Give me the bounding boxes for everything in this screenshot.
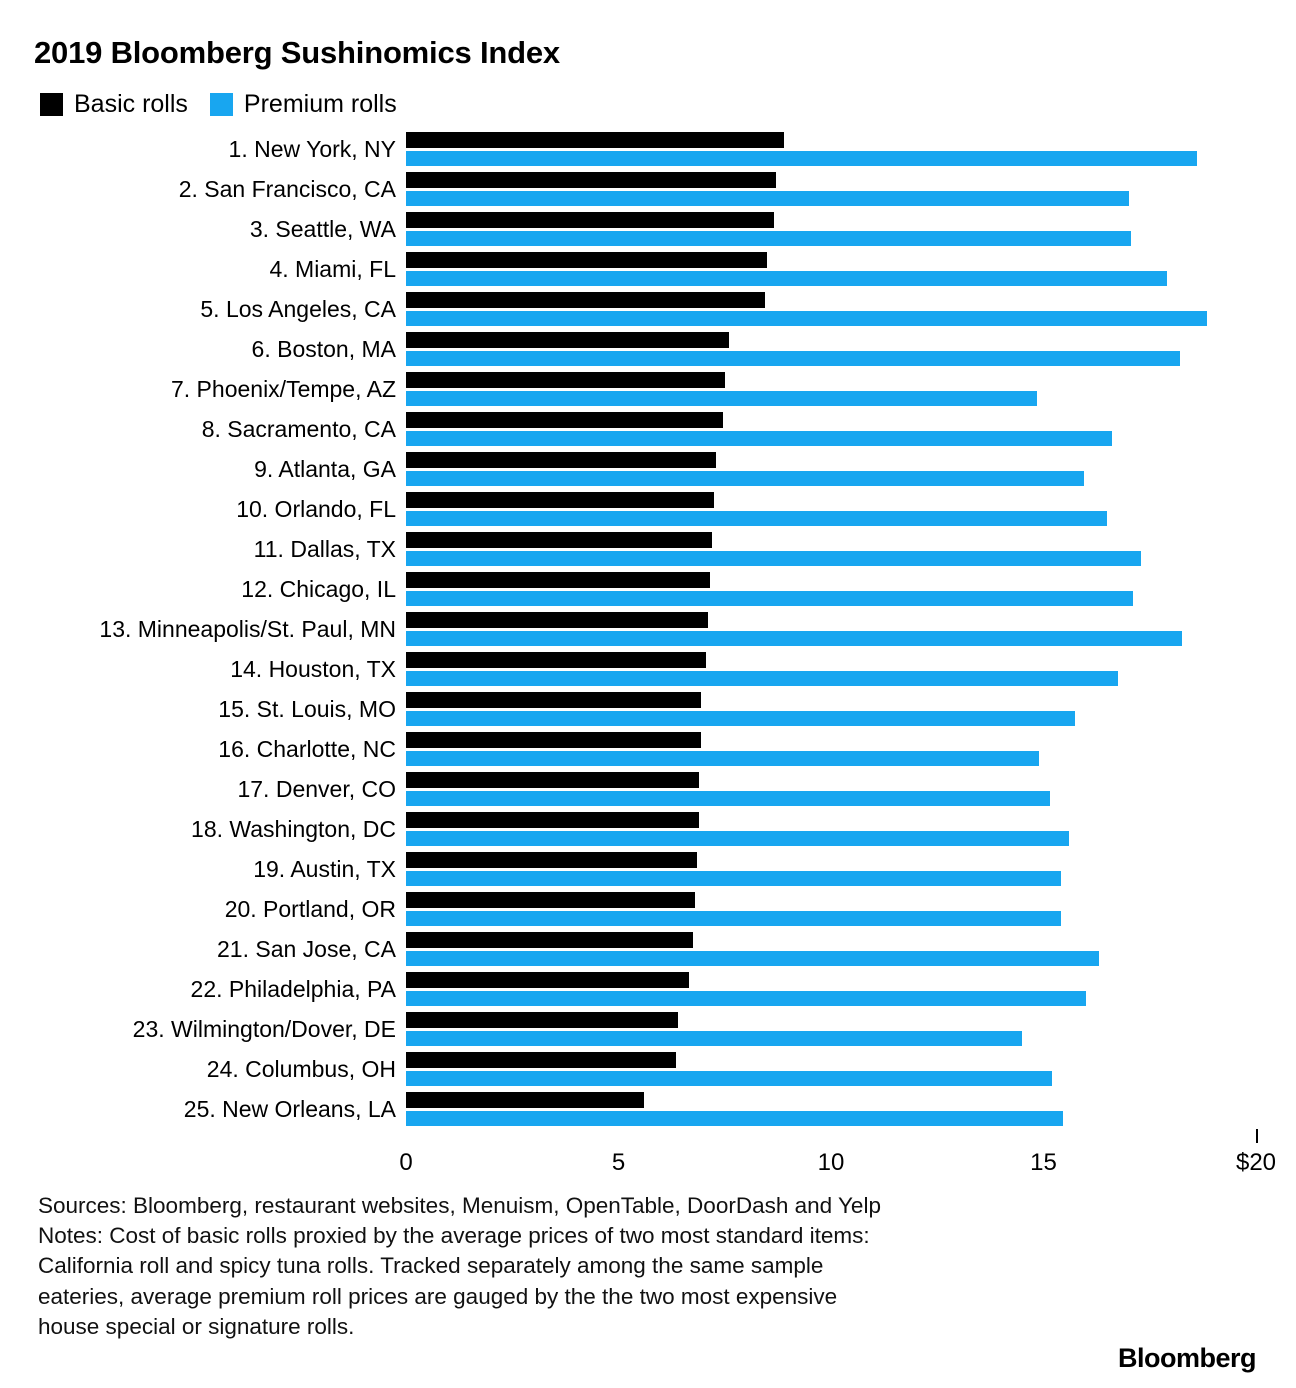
chart-row bbox=[34, 1049, 1256, 1089]
chart-row bbox=[34, 169, 1256, 209]
chart-row bbox=[34, 849, 1256, 889]
bar-group bbox=[406, 489, 1256, 529]
category-label: 8. Sacramento, CA bbox=[201, 416, 396, 443]
bar-group bbox=[406, 249, 1256, 289]
legend-item-premium-rolls bbox=[210, 92, 397, 117]
bloomberg-logo: Bloomberg bbox=[1117, 1343, 1256, 1373]
bar-basic-rolls bbox=[406, 132, 784, 148]
category-label: 2. San Francisco, CA bbox=[178, 176, 396, 203]
bar-group bbox=[406, 369, 1256, 409]
bar-group bbox=[406, 529, 1256, 569]
bar-premium-rolls bbox=[406, 991, 1086, 1007]
bar-basic-rolls bbox=[406, 612, 708, 628]
category-label: 20. Portland, OR bbox=[224, 896, 396, 923]
bar-group bbox=[406, 969, 1256, 1009]
bar-group bbox=[406, 849, 1256, 889]
bar-basic-rolls bbox=[406, 812, 699, 828]
bar-premium-rolls bbox=[406, 191, 1129, 207]
axis-tick-label: 10 bbox=[817, 1149, 845, 1177]
bar-premium-rolls bbox=[406, 471, 1084, 487]
bar-group bbox=[406, 1089, 1256, 1129]
chart-row bbox=[34, 929, 1256, 969]
bar-basic-rolls bbox=[406, 852, 697, 868]
category-label: 22. Philadelphia, PA bbox=[190, 976, 396, 1003]
chart-footnotes bbox=[34, 1191, 1256, 1342]
bar-premium-rolls bbox=[406, 951, 1099, 967]
category-label: 16. Charlotte, NC bbox=[218, 736, 396, 763]
bar-basic-rolls bbox=[406, 332, 729, 348]
bar-basic-rolls bbox=[406, 732, 701, 748]
legend-label-premium-rolls: Premium rolls bbox=[243, 90, 397, 119]
bar-group bbox=[406, 649, 1256, 689]
bar-premium-rolls bbox=[406, 551, 1141, 567]
bar-group bbox=[406, 1009, 1256, 1049]
chart-row bbox=[34, 689, 1256, 729]
bar-premium-rolls bbox=[406, 791, 1050, 807]
chart-row bbox=[34, 129, 1256, 169]
bar-group bbox=[406, 809, 1256, 849]
chart-row bbox=[34, 889, 1256, 929]
category-label: 9. Atlanta, GA bbox=[254, 456, 396, 483]
bar-basic-rolls bbox=[406, 212, 774, 228]
category-label: 25. New Orleans, LA bbox=[183, 1096, 396, 1123]
axis-tick-label: $20 bbox=[1235, 1149, 1277, 1177]
bar-group bbox=[406, 129, 1256, 169]
bar-group bbox=[406, 449, 1256, 489]
bar-group bbox=[406, 569, 1256, 609]
bar-premium-rolls bbox=[406, 351, 1180, 367]
bar-group bbox=[406, 609, 1256, 649]
category-label: 18. Washington, DC bbox=[191, 816, 396, 843]
footnote-notes-3: eateries, average premium roll prices are gauged by the the two most expensive bbox=[38, 1283, 838, 1309]
chart-row bbox=[34, 809, 1256, 849]
bar-basic-rolls bbox=[406, 532, 712, 548]
bar-basic-rolls bbox=[406, 412, 723, 428]
bar-premium-rolls bbox=[406, 1111, 1063, 1127]
bar-premium-rolls bbox=[406, 911, 1061, 927]
footnote-notes-2: California roll and spicy tuna rolls. Tracked separately among the same sample bbox=[38, 1253, 824, 1279]
legend-swatch-basic-rolls bbox=[40, 93, 63, 116]
bar-basic-rolls bbox=[406, 692, 701, 708]
page-title: 2019 Bloomberg Sushinomics Index bbox=[34, 35, 560, 70]
bar-premium-rolls bbox=[406, 271, 1167, 287]
axis-tick-label: 0 bbox=[399, 1149, 413, 1177]
category-label: 24. Columbus, OH bbox=[206, 1056, 396, 1083]
chart-legend bbox=[40, 92, 1256, 117]
axis-tick-label: 15 bbox=[1030, 1149, 1057, 1177]
bar-premium-rolls bbox=[406, 711, 1075, 727]
bar-group bbox=[406, 209, 1256, 249]
chart-row bbox=[34, 489, 1256, 529]
bar-premium-rolls bbox=[406, 871, 1061, 887]
category-label: 7. Phoenix/Tempe, AZ bbox=[170, 376, 396, 403]
bar-group bbox=[406, 1049, 1256, 1089]
bar-group bbox=[406, 769, 1256, 809]
chart-row bbox=[34, 329, 1256, 369]
bar-premium-rolls bbox=[406, 591, 1133, 607]
bar-premium-rolls bbox=[406, 311, 1207, 327]
bar-basic-rolls bbox=[406, 172, 776, 188]
chart-row bbox=[34, 289, 1256, 329]
chart-row bbox=[34, 569, 1256, 609]
bar-premium-rolls bbox=[406, 151, 1197, 167]
x-axis bbox=[399, 1129, 1277, 1185]
category-label: 4. Miami, FL bbox=[269, 256, 396, 283]
bar-basic-rolls bbox=[406, 252, 767, 268]
legend-swatch-premium-rolls bbox=[210, 93, 233, 116]
bar-basic-rolls bbox=[406, 292, 765, 308]
chart-row bbox=[34, 369, 1256, 409]
category-label: 21. San Jose, CA bbox=[217, 936, 396, 963]
bar-premium-rolls bbox=[406, 671, 1118, 687]
bar-group bbox=[406, 289, 1256, 329]
bar-group bbox=[406, 169, 1256, 209]
bar-chart-plot bbox=[34, 129, 1256, 1129]
bar-premium-rolls bbox=[406, 1031, 1022, 1047]
chart-row bbox=[34, 449, 1256, 489]
category-label: 13. Minneapolis/St. Paul, MN bbox=[99, 616, 396, 643]
chart-row bbox=[34, 209, 1256, 249]
chart-row bbox=[34, 1089, 1256, 1129]
category-label: 3. Seattle, WA bbox=[249, 216, 396, 243]
bar-premium-rolls bbox=[406, 1071, 1052, 1087]
chart-row bbox=[34, 409, 1256, 449]
legend-label-basic-rolls: Basic rolls bbox=[74, 90, 188, 119]
bar-premium-rolls bbox=[406, 751, 1039, 767]
category-label: 12. Chicago, IL bbox=[241, 576, 396, 603]
category-label: 6. Boston, MA bbox=[251, 336, 396, 363]
bar-premium-rolls bbox=[406, 431, 1112, 447]
bar-basic-rolls bbox=[406, 1012, 678, 1028]
bar-premium-rolls bbox=[406, 831, 1069, 847]
bar-basic-rolls bbox=[406, 492, 714, 508]
bar-basic-rolls bbox=[406, 772, 699, 788]
bar-basic-rolls bbox=[406, 932, 693, 948]
bar-basic-rolls bbox=[406, 572, 710, 588]
legend-item-basic-rolls bbox=[40, 92, 188, 117]
bar-basic-rolls bbox=[406, 1092, 644, 1108]
axis-tick-label: 5 bbox=[611, 1149, 626, 1177]
footnote-notes-4: house special or signature rolls. bbox=[38, 1313, 355, 1339]
chart-row bbox=[34, 649, 1256, 689]
bar-group bbox=[406, 729, 1256, 769]
bar-premium-rolls bbox=[406, 511, 1107, 527]
bar-basic-rolls bbox=[406, 972, 689, 988]
category-label: 23. Wilmington/Dover, DE bbox=[132, 1016, 396, 1043]
chart-row bbox=[34, 969, 1256, 1009]
bar-basic-rolls bbox=[406, 652, 706, 668]
bar-group bbox=[406, 409, 1256, 449]
footnote-sources: Sources: Bloomberg, restaurant websites, Menuism, OpenTable, DoorDash and Yelp bbox=[38, 1193, 881, 1219]
chart-row bbox=[34, 1009, 1256, 1049]
category-label: 19. Austin, TX bbox=[253, 856, 396, 883]
bar-group bbox=[406, 689, 1256, 729]
chart-row bbox=[34, 769, 1256, 809]
chart-row bbox=[34, 249, 1256, 289]
chart-row bbox=[34, 529, 1256, 569]
bar-group bbox=[406, 329, 1256, 369]
bar-group bbox=[406, 929, 1256, 969]
bar-premium-rolls bbox=[406, 231, 1131, 247]
bar-premium-rolls bbox=[406, 631, 1182, 647]
category-label: 10. Orlando, FL bbox=[236, 496, 396, 523]
category-label: 1. New York, NY bbox=[228, 136, 396, 163]
axis-tick-mark bbox=[1256, 1129, 1258, 1143]
bar-premium-rolls bbox=[406, 391, 1037, 407]
category-label: 11. Dallas, TX bbox=[253, 536, 396, 563]
category-label: 15. St. Louis, MO bbox=[218, 696, 396, 723]
footnote-notes-1: Notes: Cost of basic rolls proxied by the average prices of two most standard items: bbox=[38, 1223, 870, 1249]
category-label: 5. Los Angeles, CA bbox=[200, 296, 396, 323]
bar-basic-rolls bbox=[406, 1052, 676, 1068]
bar-basic-rolls bbox=[406, 452, 716, 468]
chart-row bbox=[34, 729, 1256, 769]
bar-basic-rolls bbox=[406, 372, 725, 388]
category-label: 17. Denver, CO bbox=[237, 776, 396, 803]
bar-group bbox=[406, 889, 1256, 929]
chart-row bbox=[34, 609, 1256, 649]
category-label: 14. Houston, TX bbox=[230, 656, 396, 683]
bar-basic-rolls bbox=[406, 892, 695, 908]
